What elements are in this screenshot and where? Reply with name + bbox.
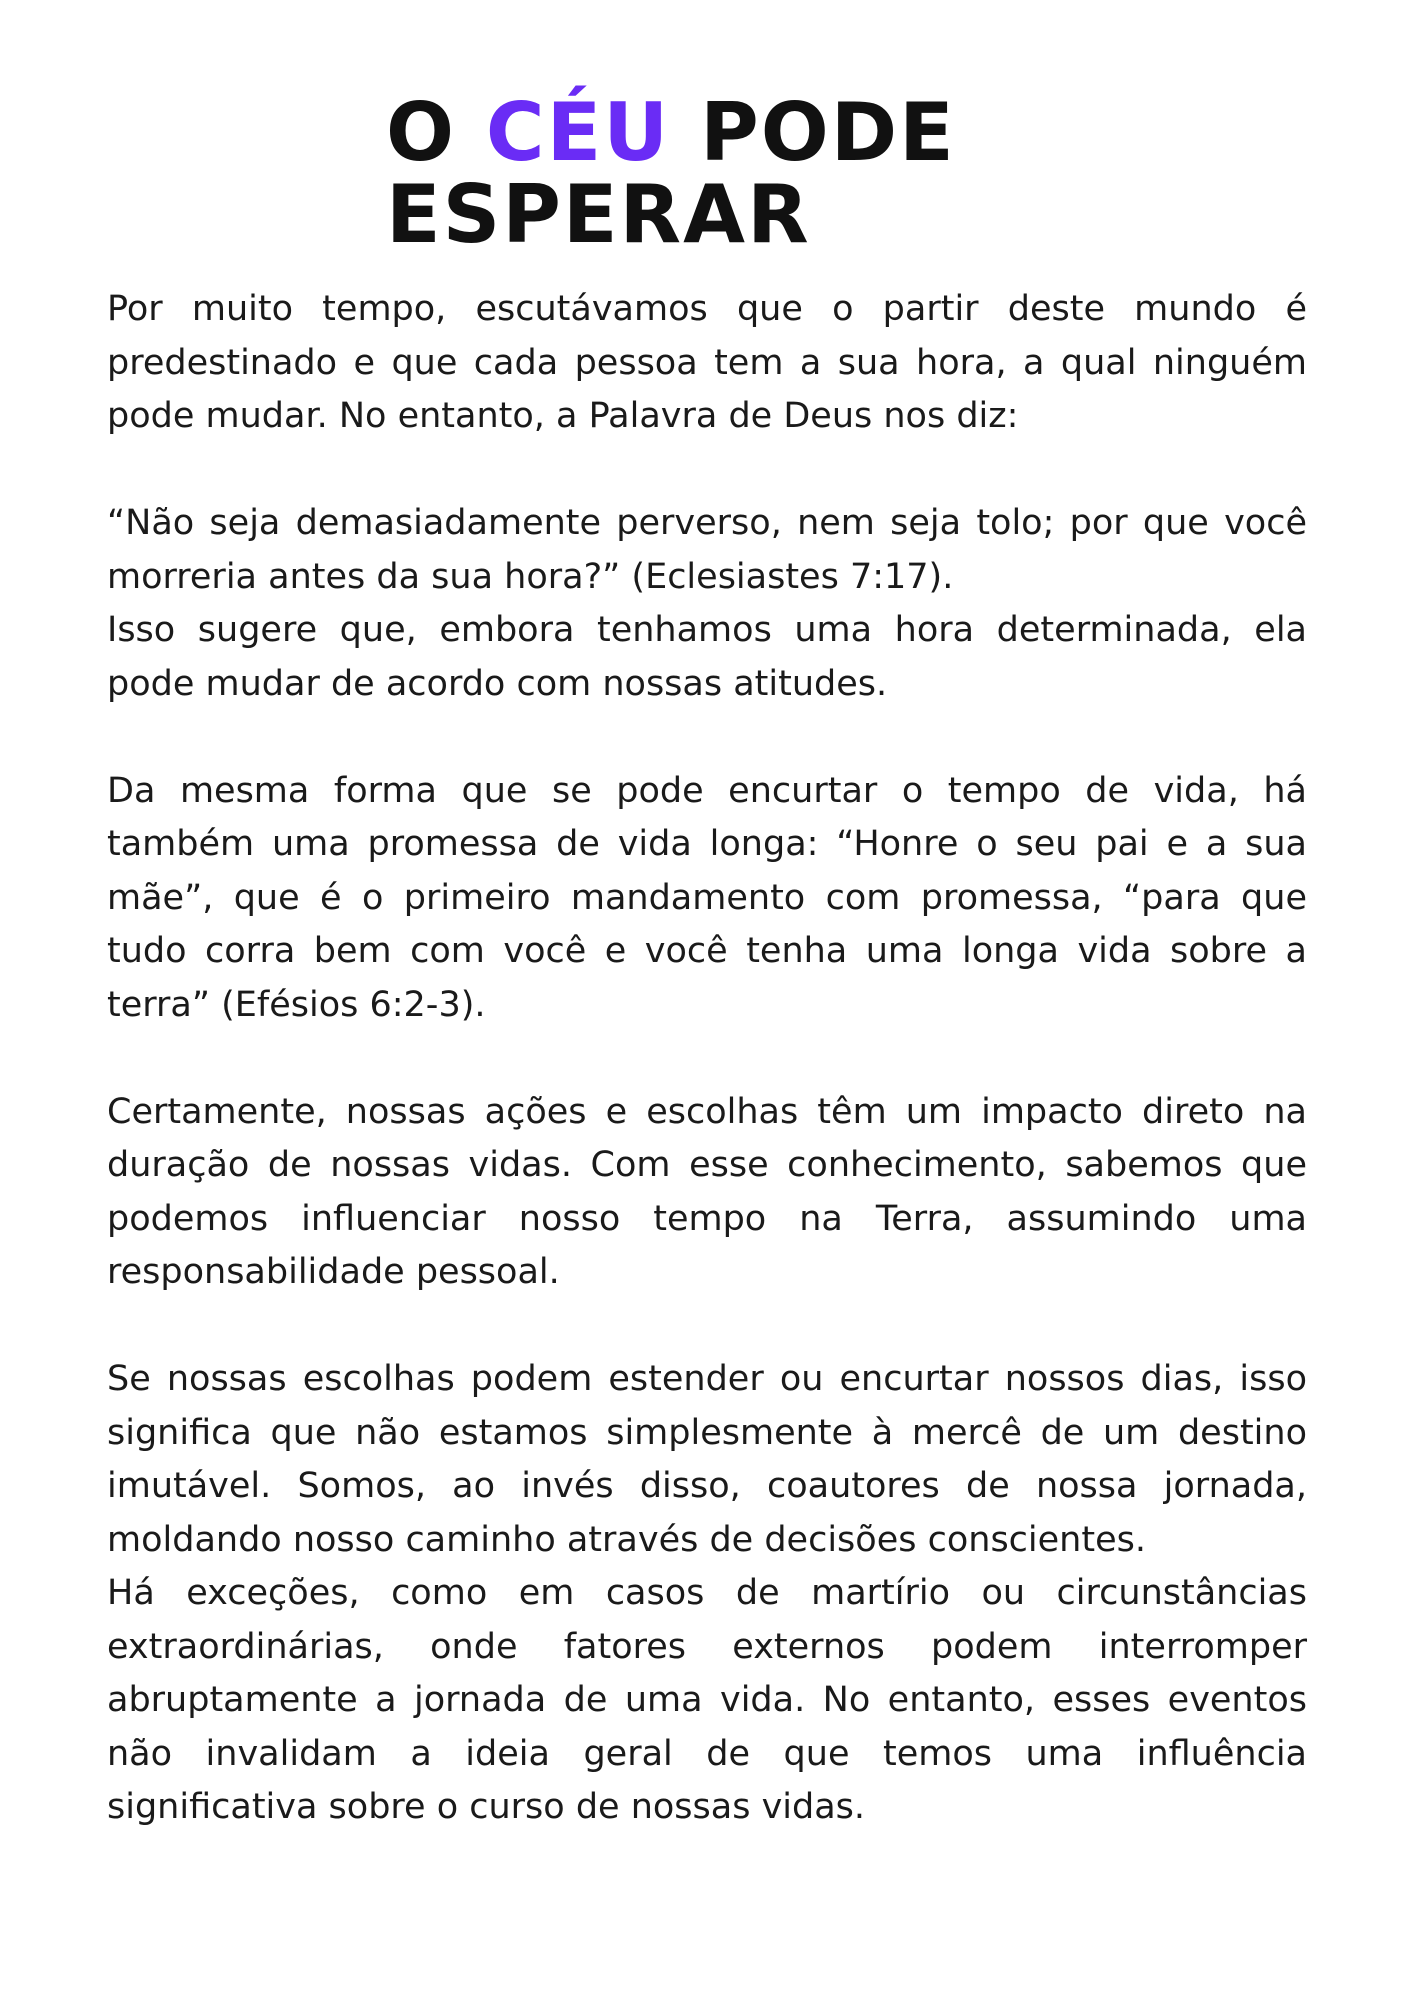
- page-title: [386, 86, 1146, 261]
- title-word-1: O: [386, 86, 457, 179]
- paragraph-quote: “Não seja demasiadamente perverso, nem seja tolo; por que você morreria antes da sua hora?” (Eclesiastes 7:17).: [107, 503, 1307, 597]
- paragraph-choices: Se nossas escolhas podem estender ou encurtar nossos dias, isso significa que não estamos simplesmente à mercê de um destino imutável. Somos, ao invés disso, coautores de nossa jornada, moldando nosso caminho através de decisões conscientes.: [107, 1359, 1307, 1560]
- paragraph-suggestion: Isso sugere que, embora tenhamos uma hora determinada, ela pode mudar de acordo com nossas atitudes.: [107, 610, 1307, 704]
- paragraph-intro: Por muito tempo, escutávamos que o partir deste mundo é predestinado e que cada pessoa tem a sua hora, a qual ninguém pode mudar. No entanto, a Palavra de Deus nos diz:: [107, 289, 1307, 436]
- paragraph-promise: Da mesma forma que se pode encurtar o tempo de vida, há também uma promessa de vida longa: “Honre o seu pai e a sua mãe”, que é o primeiro mandamento com promessa, “para que tudo corra bem com você e você tenha uma longa vida sobre a terra” (Efésios 6:2-3).: [107, 770, 1307, 1025]
- article-body: [107, 283, 1307, 1835]
- title-line-1: [386, 86, 1146, 179]
- title-word-3: PODE: [700, 86, 956, 179]
- title-line-2: ESPERAR: [386, 168, 811, 261]
- paragraph-exceptions: Há exceções, como em casos de martírio ou circunstâncias extraordinárias, onde fatores externos podem interromper abruptamente a jornada de uma vida. No entanto, esses eventos não invalidam a ideia geral de que temos uma influência significativa sobre o curso de nossas vidas.: [107, 1573, 1307, 1827]
- title-accent-word: CÉU: [485, 86, 671, 179]
- paragraph-actions: Certamente, nossas ações e escolhas têm um impacto direto na duração de nossas vidas. Com esse conhecimento, sabemos que podemos influenciar nosso tempo na Terra, assumindo uma responsabilidade pessoal.: [107, 1091, 1307, 1292]
